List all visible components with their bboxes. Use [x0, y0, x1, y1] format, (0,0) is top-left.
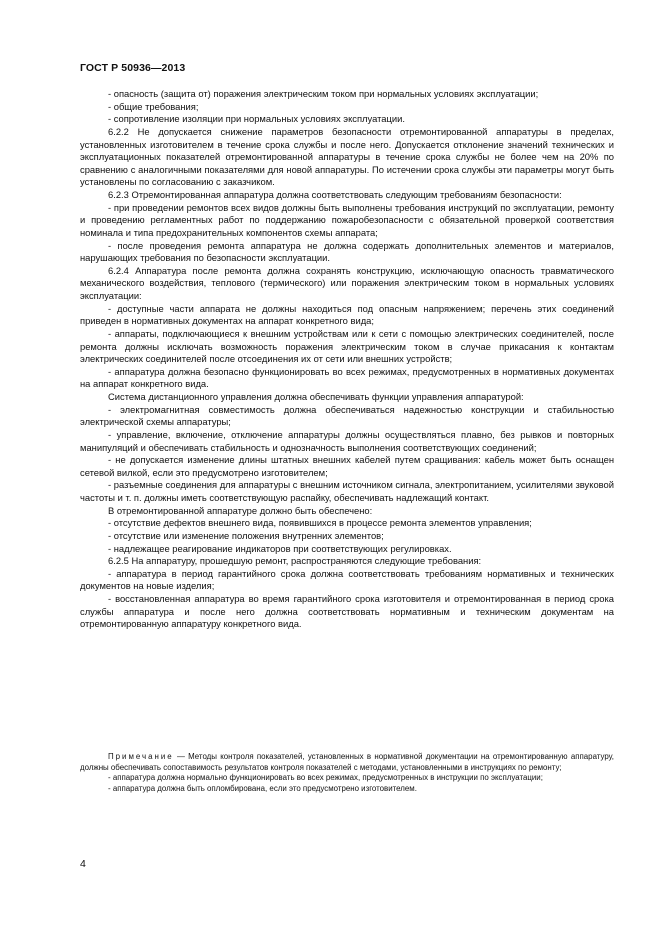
paragraph: - после проведения ремонта аппаратура не должна содержать дополнительных элементов и материалов, нарушающих требования по безопасности эксплуатации. [80, 239, 614, 264]
paragraph: - аппаратура в период гарантийного срока должна соответствовать требованиям нормативных и технических документов на новые изделия; [80, 567, 614, 592]
paragraph: - электромагнитная совместимость должна обеспечиваться надежностью конструкции и стабильностью электрической схемы аппаратуры; [80, 403, 614, 428]
paragraph: - при проведении ремонтов всех видов должны быть выполнены требования инструкций по эксплуатации, ремонту и проведению регламентных работ по поддержанию пожаробезопасности с обязательной проверкой соответствия номинала и типа предохранительных компонентов схемы аппарата; [80, 201, 614, 238]
paragraph: - опасность (защита от) поражения электрическим током при нормальных условиях эксплуатации; [108, 88, 539, 99]
paragraph: - доступные части аппарата не должны находиться под опасным напряжением; перечень этих соединений приведен в нормативных документах на аппарат конкретного вида; [80, 302, 614, 327]
paragraph: - отсутствие или изменение положения внутренних элементов; [108, 529, 384, 541]
paragraph: - восстановленная аппаратура во время гарантийного срока изготовителя и отремонтированная в период срока службы аппаратура и после него должна соответствовать нормативным и техническим документам на отремонтированную аппаратуру конкретного вида. [80, 593, 614, 630]
page-number: 4 [80, 858, 86, 870]
paragraph: - аппараты, подключающиеся к внешним устройствам или к сети с помощью электрических соединителей, после ремонта должны исключать возможность поражения электрическим током в случае прикасания к контактам электрических соединителей после отсоединения их от сети или внешних устройств; [80, 327, 614, 365]
body-text [80, 88, 614, 631]
note-block [80, 752, 614, 794]
standard-header: ГОСТ Р 50936—2013 [80, 62, 186, 74]
paragraph-6-2-4: 6.2.4 Аппаратура после ремонта должна сохранять конструкцию, исключающую опасность травматического механического воздействия, теплового (термического) или поражения электрическим током в нормальных условиях эксплуатации: [80, 264, 614, 301]
note-text: — Методы контроля показателей, установленных в нормативной документации на отремонтированную аппаратуру, должны обеспечивать сопоставимость результатов контроля показателей с методами, установленными в инструкциях по ремонту; [80, 752, 614, 772]
paragraph: - аппаратура должна безопасно функционировать во всех режимах, предусмотренных в нормативных документах на аппарат конкретного вида. [80, 365, 614, 390]
paragraph-6-2-5: 6.2.5 На аппаратуру, прошедшую ремонт, распространяются следующие требования: [108, 555, 482, 567]
paragraph: - управление, включение, отключение аппаратуры должны осуществляться плавно, без рывков и повторных манипуляций и обеспечивать стабильность и однозначность выполнения соответствующих соединений; [80, 428, 614, 453]
paragraph: - надлежащее реагирование индикаторов при соответствующих регулировках. [108, 542, 452, 554]
note-label: Примечание [108, 752, 174, 761]
paragraph-6-2-2: 6.2.2 Не допускается снижение параметров безопасности отремонтированной аппаратуры в пределах, установленных изготовителем в течение срока службы и после него. Допускается отклонение значений технических и эксплуатационных показателей отремонтированной аппаратуры в течение срока службы не более чем на 20% по сравнению с аналогичными показателями для новой аппаратуры. По истечении срока службы эти параметры могут быть установлены по согласованию с заказчиком. [80, 125, 614, 188]
note-item: - аппаратура должна быть опломбирована, если это предусмотрено изготовителем. [108, 783, 417, 793]
note-item: - аппаратура должна нормально функционировать во всех режимах, предусмотренных в инструкции по эксплуатации; [108, 773, 543, 783]
note-paragraph [80, 752, 614, 773]
paragraph: - не допускается изменение длины штатных внешних кабелей путем сращивания: кабель может быть оснащен сетевой вилкой, если это предусмотрено изготовителем; [80, 454, 614, 478]
paragraph: - разъемные соединения для аппаратуры с внешним источником сигнала, электропитанием, усилителями звуковой частоты и т. п. должны иметь соответствующую распайку, обеспечивать надлежащий контакт. [80, 479, 614, 503]
paragraph: В отремонтированной аппаратуре должно быть обеспечено: [108, 504, 373, 516]
paragraph: Система дистанционного управления должна обеспечивать функции управления аппаратурой: [108, 391, 524, 402]
paragraph: - отсутствие дефектов внешнего вида, появившихся в процессе ремонта элементов управления; [108, 517, 532, 529]
paragraph-6-2-3: 6.2.3 Отремонтированная аппаратура должна соответствовать следующим требованиям безопасности: [108, 189, 562, 200]
paragraph: - сопротивление изоляции при нормальных условиях эксплуатации. [108, 113, 405, 125]
paragraph: - общие требования; [108, 100, 199, 112]
